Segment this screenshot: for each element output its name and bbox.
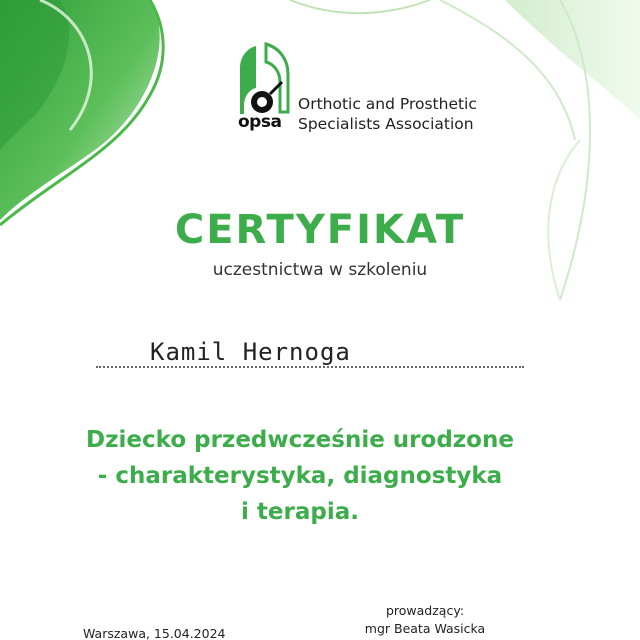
participant-name: Kamil Hernoga [150,338,351,366]
certificate-subtitle: uczestnictwa w szkoleniu [212,260,428,280]
place-date: Warszawa, 15.04.2024 [83,626,226,640]
certificate-title: CERTYFIKAT [174,207,466,253]
course-title-line1: Dziecko przedwcześnie urodzone [86,427,514,453]
logo-text: opsa [238,112,282,132]
course-title [0,422,600,530]
organization-name [298,94,477,134]
leader-label: prowadzący: [385,603,465,618]
leader-name: mgr Beata Wasicka [364,621,486,636]
organization-name-line2: Specialists Association [298,115,474,133]
course-title-line2: - charakterystyka, diagnostyka [97,463,503,489]
course-title-line3: i terapia. [241,499,359,525]
organization-name-line1: Orthotic and Prosthetic [298,95,477,113]
name-dotted-line [96,366,524,368]
